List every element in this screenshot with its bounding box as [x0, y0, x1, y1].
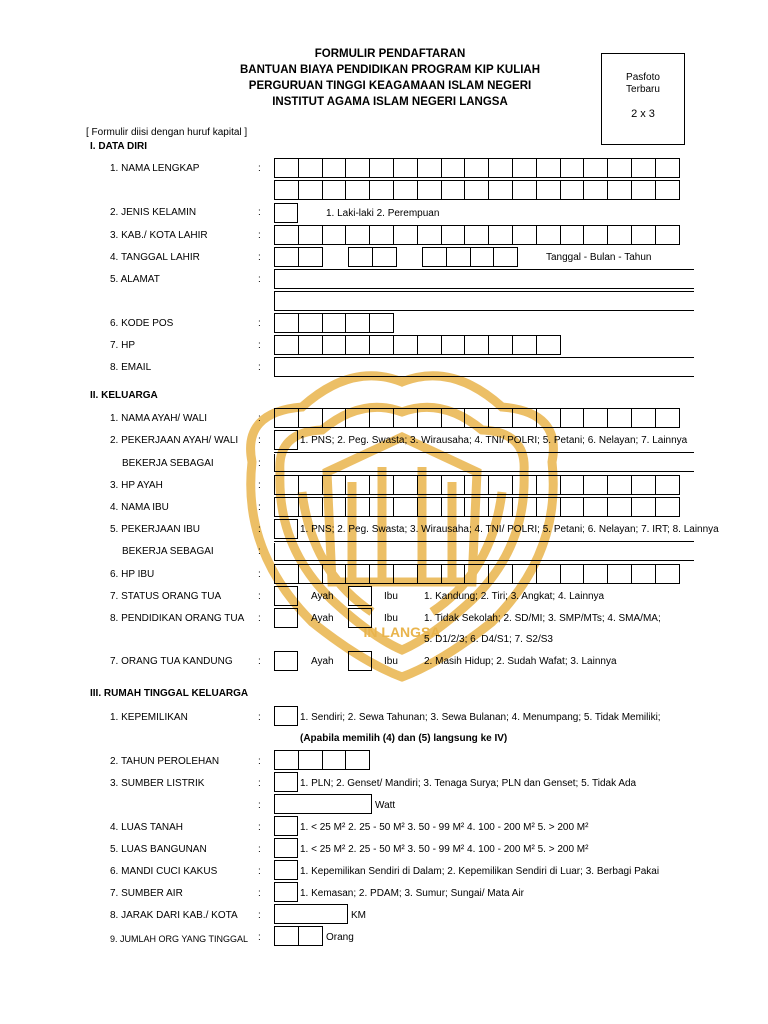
- char-cell[interactable]: [298, 313, 323, 333]
- pendidikan-ibu-input[interactable]: [348, 608, 372, 628]
- colon: :: [258, 569, 261, 580]
- luas-tanah-options: 1. < 25 M² 2. 25 - 50 M² 3. 50 - 99 M² 4. 100 - 200 M² 5. > 200 M²: [300, 822, 589, 833]
- section-title-rumah: III. RUMAH TINGGAL KELUARGA: [90, 688, 249, 699]
- char-cell[interactable]: [298, 497, 323, 517]
- char-cell[interactable]: [583, 564, 608, 584]
- colon: :: [258, 502, 261, 513]
- status-options: 1. Kandung; 2. Tiri; 3. Angkat; 4. Lainnya: [424, 591, 605, 602]
- watermark-text: IN LANGSA: [363, 624, 441, 640]
- label-pekerjaan-ibu: 5. PEKERJAAN IBU: [110, 524, 201, 535]
- char-cell[interactable]: [655, 564, 680, 584]
- colon: :: [258, 524, 261, 535]
- char-cell[interactable]: [322, 750, 347, 770]
- char-cell[interactable]: [607, 408, 632, 428]
- label-hp-ibu: 6. HP IBU: [110, 569, 155, 580]
- nama-lengkap-row2[interactable]: [274, 180, 679, 200]
- char-cell[interactable]: [464, 497, 489, 517]
- char-cell[interactable]: [512, 225, 537, 245]
- label-kota-lahir: 3. KAB./ KOTA LAHIR: [110, 230, 208, 241]
- char-cell[interactable]: [369, 158, 394, 178]
- char-cell[interactable]: [298, 750, 323, 770]
- kandung-ayah-input[interactable]: [274, 651, 298, 671]
- char-cell[interactable]: [298, 180, 323, 200]
- colon: :: [258, 932, 261, 943]
- char-cell[interactable]: [322, 313, 347, 333]
- char-cell[interactable]: [583, 158, 608, 178]
- colon: :: [258, 778, 261, 789]
- colon: :: [258, 207, 261, 218]
- char-cell[interactable]: [560, 158, 585, 178]
- char-cell[interactable]: [274, 564, 299, 584]
- char-cell[interactable]: [446, 247, 471, 267]
- colon: :: [258, 163, 261, 174]
- jenis-kelamin-options: 1. Laki-laki 2. Perempuan: [326, 208, 440, 219]
- label-tanggal-lahir: 4. TANGGAL LAHIR: [110, 252, 200, 263]
- char-cell[interactable]: [631, 180, 656, 200]
- char-cell[interactable]: [631, 497, 656, 517]
- label-luas-tanah: 4. LUAS TANAH: [110, 822, 183, 833]
- colon: :: [258, 458, 261, 469]
- char-cell[interactable]: [536, 335, 561, 355]
- char-cell[interactable]: [369, 475, 394, 495]
- char-cell[interactable]: [464, 475, 489, 495]
- char-cell[interactable]: [298, 564, 323, 584]
- section-title-data-diri: I. DATA DIRI: [90, 141, 148, 152]
- char-cell[interactable]: [274, 313, 299, 333]
- char-cell[interactable]: [274, 158, 299, 178]
- char-cell[interactable]: [512, 564, 537, 584]
- char-cell[interactable]: [655, 180, 680, 200]
- char-cell[interactable]: [417, 225, 442, 245]
- char-cell[interactable]: [441, 158, 466, 178]
- label-alamat: 5. ALAMAT: [110, 274, 160, 285]
- form-note: [ Formulir diisi dengan huruf kapital ]: [86, 127, 248, 138]
- char-cell[interactable]: [274, 225, 299, 245]
- label-jarak: 8. JARAK DARI KAB./ KOTA: [110, 910, 238, 921]
- char-cell[interactable]: [274, 180, 299, 200]
- char-cell[interactable]: [274, 335, 299, 355]
- tahun-perolehan-input[interactable]: [274, 750, 369, 770]
- kandung-ayah-label: Ayah: [311, 656, 334, 667]
- char-cell[interactable]: [417, 564, 442, 584]
- jarak-unit: KM: [351, 910, 366, 921]
- char-cell[interactable]: [322, 158, 347, 178]
- char-cell[interactable]: [345, 335, 370, 355]
- char-cell[interactable]: [322, 475, 347, 495]
- watt-unit: Watt: [375, 800, 396, 811]
- char-cell[interactable]: [631, 475, 656, 495]
- char-cell[interactable]: [583, 497, 608, 517]
- char-cell[interactable]: [274, 750, 299, 770]
- char-cell[interactable]: [536, 408, 561, 428]
- form-title: FORMULIR PENDAFTARAN: [314, 48, 466, 60]
- char-cell[interactable]: [369, 564, 394, 584]
- char-cell[interactable]: [345, 564, 370, 584]
- nama-ibu-input[interactable]: [274, 497, 679, 517]
- char-cell[interactable]: [536, 158, 561, 178]
- colon: :: [258, 656, 261, 667]
- sumber-air-input[interactable]: [274, 882, 298, 902]
- divider: [274, 541, 694, 542]
- char-cell[interactable]: [512, 180, 537, 200]
- label-email: 8. EMAIL: [110, 362, 152, 373]
- status-ayah-label: Ayah: [311, 591, 334, 602]
- char-cell[interactable]: [536, 180, 561, 200]
- label-pendidikan-orang-tua: 8. PENDIDIKAN ORANG TUA: [110, 613, 245, 624]
- sumber-air-options: 1. Kemasan; 2. PDAM; 3. Sumur; Sungai/ Mata Air: [300, 888, 524, 899]
- char-cell[interactable]: [655, 158, 680, 178]
- char-cell[interactable]: [274, 475, 299, 495]
- colon: :: [258, 435, 261, 446]
- char-cell[interactable]: [488, 335, 513, 355]
- char-cell[interactable]: [393, 158, 418, 178]
- sumber-listrik-options: 1. PLN; 2. Genset/ Mandiri; 3. Tenaga Surya; PLN dan Genset; 5. Tidak Ada: [300, 778, 637, 789]
- char-cell[interactable]: [488, 564, 513, 584]
- char-cell[interactable]: [345, 750, 370, 770]
- colon: :: [258, 800, 261, 811]
- char-cell[interactable]: [369, 497, 394, 517]
- hp-ayah-input[interactable]: [274, 475, 679, 495]
- label-orang-tua-kandung: 7. ORANG TUA KANDUNG: [110, 656, 233, 667]
- label-tahun-perolehan: 2. TAHUN PEROLEHAN: [110, 756, 220, 767]
- char-cell[interactable]: [348, 247, 373, 267]
- char-cell[interactable]: [631, 158, 656, 178]
- char-cell[interactable]: [417, 497, 442, 517]
- char-cell[interactable]: [417, 158, 442, 178]
- jenis-kelamin-input[interactable]: [274, 203, 298, 223]
- label-sumber-air: 7. SUMBER AIR: [110, 888, 183, 899]
- bekerja-sebagai-ibu-input[interactable]: [274, 543, 694, 561]
- colon: :: [258, 613, 261, 624]
- char-cell[interactable]: [274, 926, 299, 946]
- char-cell[interactable]: [345, 225, 370, 245]
- photo-label-2: Terbaru: [626, 84, 660, 95]
- status-ibu-input[interactable]: [348, 586, 372, 606]
- char-cell[interactable]: [441, 497, 466, 517]
- pendidikan-options-1: 1. Tidak Sekolah; 2. SD/MI; 3. SMP/MTs; 4. SMA/MA;: [424, 613, 661, 624]
- label-sumber-listrik: 3. SUMBER LISTRIK: [110, 778, 205, 789]
- colon: :: [258, 844, 261, 855]
- char-cell[interactable]: [274, 408, 299, 428]
- colon: :: [258, 756, 261, 767]
- label-kode-pos: 6. KODE POS: [110, 318, 174, 329]
- char-cell[interactable]: [298, 408, 323, 428]
- char-cell[interactable]: [322, 497, 347, 517]
- char-cell[interactable]: [488, 497, 513, 517]
- kepemilikan-note: (Apabila memilih (4) dan (5) langsung ke IV): [300, 733, 508, 744]
- photo-size: 2 x 3: [631, 108, 655, 120]
- colon: :: [258, 910, 261, 921]
- char-cell[interactable]: [322, 408, 347, 428]
- char-cell[interactable]: [274, 247, 299, 267]
- char-cell[interactable]: [631, 225, 656, 245]
- hp-input[interactable]: [274, 335, 560, 355]
- char-cell[interactable]: [345, 497, 370, 517]
- char-cell[interactable]: [417, 180, 442, 200]
- label-kepemilikan: 1. KEPEMILIKAN: [110, 712, 188, 723]
- char-cell[interactable]: [441, 475, 466, 495]
- char-cell[interactable]: [583, 225, 608, 245]
- char-cell[interactable]: [393, 497, 418, 517]
- divider: [274, 452, 694, 453]
- char-cell[interactable]: [655, 408, 680, 428]
- label-bekerja-sebagai-ayah: BEKERJA SEBAGAI: [122, 458, 214, 469]
- char-cell[interactable]: [298, 158, 323, 178]
- watermark-logo: [232, 352, 572, 682]
- char-cell[interactable]: [464, 180, 489, 200]
- char-cell[interactable]: [536, 497, 561, 517]
- char-cell[interactable]: [560, 408, 585, 428]
- label-status-orang-tua: 7. STATUS ORANG TUA: [110, 591, 222, 602]
- pekerjaan-ayah-input[interactable]: [274, 430, 298, 450]
- char-cell[interactable]: [369, 225, 394, 245]
- char-cell[interactable]: [655, 497, 680, 517]
- char-cell[interactable]: [417, 475, 442, 495]
- luas-bangunan-input[interactable]: [274, 838, 298, 858]
- label-nama-ayah: 1. NAMA AYAH/ WALI: [110, 413, 208, 424]
- char-cell[interactable]: [441, 180, 466, 200]
- form-subtitle-1: BANTUAN BIAYA PENDIDIKAN PROGRAM KIP KULIAH: [239, 64, 541, 76]
- colon: :: [258, 340, 261, 351]
- label-nama-lengkap: 1. NAMA LENGKAP: [110, 163, 200, 174]
- kandung-ibu-label: Ibu: [384, 656, 398, 667]
- char-cell[interactable]: [393, 225, 418, 245]
- colon: :: [258, 413, 261, 424]
- char-cell[interactable]: [488, 180, 513, 200]
- jarak-input[interactable]: [274, 904, 348, 924]
- alamat-input-2[interactable]: [274, 291, 694, 311]
- char-cell[interactable]: [369, 408, 394, 428]
- char-cell[interactable]: [631, 564, 656, 584]
- char-cell[interactable]: [488, 475, 513, 495]
- char-cell[interactable]: [464, 158, 489, 178]
- char-cell[interactable]: [372, 247, 397, 267]
- char-cell[interactable]: [607, 180, 632, 200]
- colon: :: [258, 230, 261, 241]
- nama-lengkap-row1[interactable]: [274, 158, 679, 178]
- char-cell[interactable]: [393, 335, 418, 355]
- bulan-input[interactable]: [348, 247, 396, 267]
- status-ibu-label: Ibu: [384, 591, 398, 602]
- tahun-input[interactable]: [422, 247, 517, 267]
- char-cell[interactable]: [345, 180, 370, 200]
- char-cell[interactable]: [298, 247, 323, 267]
- form-subtitle-3: INSTITUT AGAMA ISLAM NEGERI LANGSA: [272, 96, 508, 108]
- pekerjaan-ibu-input[interactable]: [274, 519, 298, 539]
- char-cell[interactable]: [274, 497, 299, 517]
- char-cell[interactable]: [464, 335, 489, 355]
- label-nama-ibu: 4. NAMA IBU: [110, 502, 169, 513]
- jumlah-orang-input[interactable]: [274, 926, 322, 946]
- mck-options: 1. Kepemilikan Sendiri di Dalam; 2. Kepemilikan Sendiri di Luar; 3. Berbagi Pakai: [300, 866, 660, 877]
- char-cell[interactable]: [560, 564, 585, 584]
- luas-tanah-input[interactable]: [274, 816, 298, 836]
- section-title-keluarga: II. KELUARGA: [90, 390, 158, 401]
- colon: :: [258, 318, 261, 329]
- char-cell[interactable]: [655, 225, 680, 245]
- colon: :: [258, 252, 261, 263]
- colon: :: [258, 591, 261, 602]
- char-cell[interactable]: [393, 475, 418, 495]
- colon: :: [258, 362, 261, 373]
- char-cell[interactable]: [560, 225, 585, 245]
- char-cell[interactable]: [393, 564, 418, 584]
- char-cell[interactable]: [560, 497, 585, 517]
- photo-label-1: Pasfoto: [626, 72, 660, 83]
- pendidikan-ayah-label: Ayah: [311, 613, 334, 624]
- hp-ibu-input[interactable]: [274, 564, 679, 584]
- label-jenis-kelamin: 2. JENIS KELAMIN: [110, 207, 197, 218]
- char-cell[interactable]: [512, 497, 537, 517]
- colon: :: [258, 712, 261, 723]
- char-cell[interactable]: [512, 475, 537, 495]
- colon: :: [258, 546, 261, 557]
- kepemilikan-options: 1. Sendiri; 2. Sewa Tahunan; 3. Sewa Bulanan; 4. Menumpang; 5. Tidak Memiliki;: [300, 712, 661, 723]
- tanggal-input[interactable]: [274, 247, 322, 267]
- char-cell[interactable]: [393, 408, 418, 428]
- pendidikan-ayah-input[interactable]: [274, 608, 298, 628]
- char-cell[interactable]: [417, 408, 442, 428]
- char-cell[interactable]: [464, 408, 489, 428]
- status-ayah-input[interactable]: [274, 586, 298, 606]
- char-cell[interactable]: [298, 335, 323, 355]
- char-cell[interactable]: [493, 247, 518, 267]
- char-cell[interactable]: [560, 475, 585, 495]
- char-cell[interactable]: [512, 158, 537, 178]
- pekerjaan-ibu-options: 1. PNS; 2. Peg. Swasta; 3. Wirausaha; 4. TNI/ POLRI; 5. Petani; 6. Nelayan; 7. IRT; 8. Lainnya: [300, 524, 719, 535]
- char-cell[interactable]: [393, 180, 418, 200]
- label-bekerja-sebagai-ibu: BEKERJA SEBAGAI: [122, 546, 214, 557]
- char-cell[interactable]: [536, 475, 561, 495]
- char-cell[interactable]: [298, 475, 323, 495]
- char-cell[interactable]: [583, 408, 608, 428]
- jumlah-orang-unit: Orang: [326, 932, 354, 943]
- char-cell[interactable]: [441, 335, 466, 355]
- char-cell[interactable]: [512, 335, 537, 355]
- char-cell[interactable]: [655, 475, 680, 495]
- bekerja-sebagai-ayah-input[interactable]: [274, 454, 694, 472]
- colon: :: [258, 822, 261, 833]
- kota-lahir-input[interactable]: [274, 225, 679, 245]
- label-jumlah-orang: 9. JUMLAH ORG YANG TINGGAL: [110, 934, 249, 944]
- char-cell[interactable]: [607, 497, 632, 517]
- char-cell[interactable]: [345, 408, 370, 428]
- char-cell[interactable]: [422, 247, 447, 267]
- char-cell[interactable]: [583, 475, 608, 495]
- char-cell[interactable]: [417, 335, 442, 355]
- char-cell[interactable]: [322, 225, 347, 245]
- colon: :: [258, 866, 261, 877]
- char-cell[interactable]: [607, 564, 632, 584]
- label-pekerjaan-ayah: 2. PEKERJAAN AYAH/ WALI: [110, 435, 239, 446]
- char-cell[interactable]: [369, 313, 394, 333]
- watt-input[interactable]: [274, 794, 372, 814]
- kode-pos-input[interactable]: [274, 313, 393, 333]
- char-cell[interactable]: [464, 225, 489, 245]
- email-input[interactable]: [274, 357, 694, 377]
- label-mck: 6. MANDI CUCI KAKUS: [110, 866, 218, 877]
- char-cell[interactable]: [607, 225, 632, 245]
- kandung-options: 2. Masih Hidup; 2. Sudah Wafat; 3. Lainnya: [424, 656, 617, 667]
- tanggal-format-note: Tanggal - Bulan - Tahun: [546, 252, 652, 263]
- pendidikan-options-2: 5. D1/2/3; 6. D4/S1; 7. S2/S3: [424, 634, 553, 645]
- char-cell[interactable]: [322, 180, 347, 200]
- char-cell[interactable]: [560, 180, 585, 200]
- char-cell[interactable]: [607, 475, 632, 495]
- mck-input[interactable]: [274, 860, 298, 880]
- char-cell[interactable]: [607, 158, 632, 178]
- char-cell[interactable]: [345, 158, 370, 178]
- char-cell[interactable]: [441, 225, 466, 245]
- char-cell[interactable]: [488, 225, 513, 245]
- form-subtitle-2: PERGURUAN TINGGI KEAGAMAAN ISLAM NEGERI: [248, 80, 532, 92]
- char-cell[interactable]: [345, 313, 370, 333]
- char-cell[interactable]: [298, 926, 323, 946]
- pekerjaan-ayah-options: 1. PNS; 2. Peg. Swasta; 3. Wirausaha; 4. TNI/ POLRI; 5. Petani; 6. Nelayan; 7. Lainnya: [300, 435, 688, 446]
- colon: :: [258, 480, 261, 491]
- char-cell[interactable]: [298, 225, 323, 245]
- char-cell[interactable]: [536, 564, 561, 584]
- char-cell[interactable]: [583, 180, 608, 200]
- label-hp-ayah: 3. HP AYAH: [110, 480, 163, 491]
- char-cell[interactable]: [536, 225, 561, 245]
- char-cell[interactable]: [322, 335, 347, 355]
- label-luas-bangunan: 5. LUAS BANGUNAN: [110, 844, 207, 855]
- char-cell[interactable]: [441, 408, 466, 428]
- kandung-ibu-input[interactable]: [348, 651, 372, 671]
- char-cell[interactable]: [441, 564, 466, 584]
- char-cell[interactable]: [470, 247, 495, 267]
- label-hp: 7. HP: [110, 340, 136, 351]
- photo-box: [601, 53, 685, 145]
- char-cell[interactable]: [488, 408, 513, 428]
- char-cell[interactable]: [369, 180, 394, 200]
- char-cell[interactable]: [631, 408, 656, 428]
- char-cell[interactable]: [488, 158, 513, 178]
- kepemilikan-input[interactable]: [274, 706, 298, 726]
- char-cell[interactable]: [512, 408, 537, 428]
- sumber-listrik-input[interactable]: [274, 772, 298, 792]
- char-cell[interactable]: [369, 335, 394, 355]
- pendidikan-ibu-label: Ibu: [384, 613, 398, 624]
- colon: :: [258, 274, 261, 285]
- alamat-input-1[interactable]: [274, 269, 694, 289]
- char-cell[interactable]: [464, 564, 489, 584]
- luas-bangunan-options: 1. < 25 M² 2. 25 - 50 M² 3. 50 - 99 M² 4. 100 - 200 M² 5. > 200 M²: [300, 844, 589, 855]
- nama-ayah-input[interactable]: [274, 408, 679, 428]
- colon: :: [258, 888, 261, 899]
- char-cell[interactable]: [345, 475, 370, 495]
- char-cell[interactable]: [322, 564, 347, 584]
